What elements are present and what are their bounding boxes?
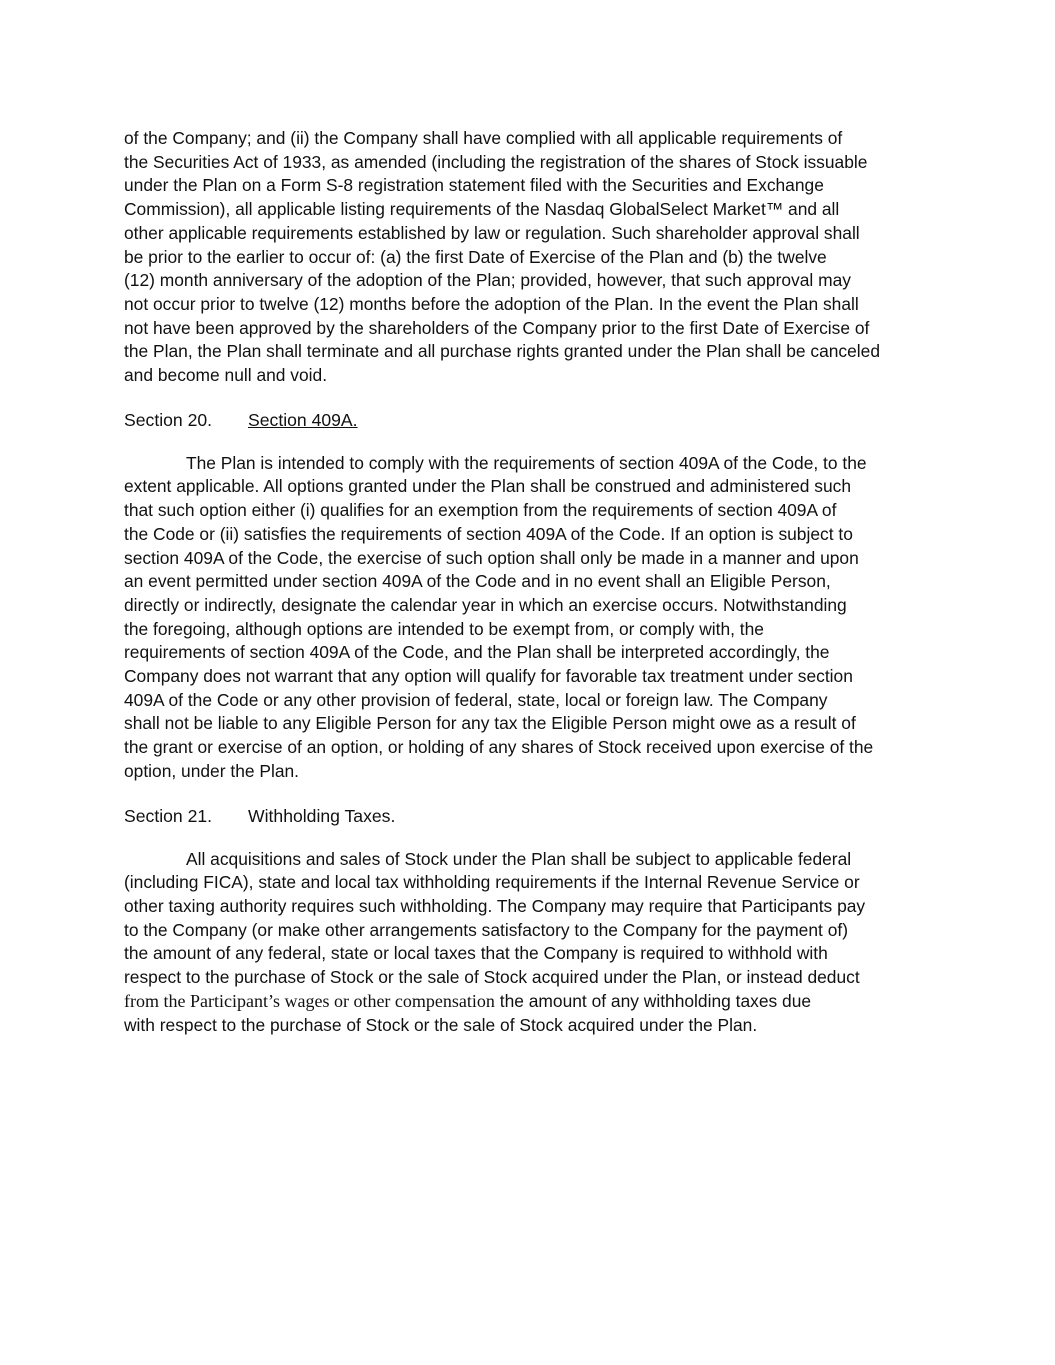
section-20-body (124, 452, 936, 784)
paragraph-line: shall not be liable to any Eligible Person for any tax the Eligible Person might owe as a result of (124, 713, 856, 734)
paragraph-line: under the Plan on a Form S-8 registration statement filed with the Securities and Exchange (124, 175, 824, 196)
section-title: Section 409A. (248, 409, 358, 430)
paragraph-line: an event permitted under section 409A of the Code and in no event shall an Eligible Person, (124, 571, 831, 592)
paragraph-line: to the Company (or make other arrangements satisfactory to the Company for the payment of) (124, 919, 848, 940)
paragraph-line-mixed (124, 990, 936, 1014)
continuation-paragraph (124, 127, 936, 388)
sans-text-run: the amount of any withholding taxes due (494, 990, 812, 1011)
paragraph-line: be prior to the earlier to occur of: (a) the first Date of Exercise of the Plan and (b) the twelve (124, 246, 827, 267)
section-21-body (124, 848, 936, 1038)
paragraph-line: of the Company; and (ii) the Company shall have complied with all applicable requirements of (124, 128, 843, 148)
paragraph-line: extent applicable. All options granted under the Plan shall be construed and administered such (124, 476, 852, 497)
paragraph-line: not occur prior to twelve (12) months before the adoption of the Plan. In the event the Plan shall (124, 293, 859, 314)
section-number: Section 21. (124, 805, 213, 826)
document-page (124, 124, 936, 1037)
paragraph-line: the Plan, the Plan shall terminate and all purchase rights granted under the Plan shall be canceled (124, 341, 881, 362)
paragraph-line: the Securities Act of 1933, as amended (including the registration of the shares of Stock issuable (124, 151, 868, 172)
paragraph-line: option, under the Plan. (124, 760, 300, 781)
paragraph-line: that such option either (i) qualifies for an exemption from the requirements of section 409A of (124, 500, 837, 521)
paragraph-line: respect to the purchase of Stock or the sale of Stock acquired under the Plan, or instead deduct (124, 967, 860, 988)
paragraph-line: other taxing authority requires such withholding. The Company may require that Participants pay (124, 895, 866, 916)
paragraph-line: not have been approved by the shareholders of the Company prior to the first Date of Exercise of (124, 317, 870, 338)
paragraph-line: 409A of the Code or any other provision of federal, state, local or foreign law. The Company (124, 689, 828, 710)
paragraph-line: other applicable requirements established by law or regulation. Such shareholder approval shall (124, 222, 860, 243)
paragraph-line: the grant or exercise of an option, or holding of any shares of Stock received upon exercise of the (124, 737, 874, 758)
paragraph-line: All acquisitions and sales of Stock under the Plan shall be subject to applicable federal (186, 848, 852, 869)
section-title: Withholding Taxes. (248, 805, 396, 826)
section-21-heading (124, 804, 936, 828)
paragraph-line: with respect to the purchase of Stock or the sale of Stock acquired under the Plan. (124, 1014, 758, 1035)
paragraph-line: The Plan is intended to comply with the requirements of section 409A of the Code, to the (186, 452, 867, 473)
paragraph-line: the Code or (ii) satisfies the requirements of section 409A of the Code. If an option is subject to (124, 523, 853, 544)
section-20-heading (124, 408, 936, 432)
paragraph-line: directly or indirectly, designate the calendar year in which an exercise occurs. Notwithstanding (124, 594, 847, 615)
paragraph-line: section 409A of the Code, the exercise of such option shall only be made in a manner and upon (124, 547, 859, 568)
paragraph-line: requirements of section 409A of the Code, and the Plan shall be interpreted accordingly, the (124, 642, 830, 663)
paragraph-line: the amount of any federal, state or local taxes that the Company is required to withhold with (124, 943, 828, 964)
paragraph-line: Commission), all applicable listing requirements of the Nasdaq GlobalSelect Market™ and all (124, 199, 840, 220)
paragraph-line: (including FICA), state and local tax withholding requirements if the Internal Revenue Service or (124, 872, 860, 893)
paragraph-line: the foregoing, although options are intended to be exempt from, or comply with, the (124, 618, 764, 639)
paragraph-line: (12) month anniversary of the adoption of the Plan; provided, however, that such approval may (124, 270, 851, 291)
section-number: Section 20. (124, 409, 213, 430)
serif-text-run: from the Participant’s wages or other compensation (124, 990, 495, 1011)
paragraph-line: Company does not warrant that any option will qualify for favorable tax treatment under section (124, 666, 853, 687)
paragraph-line: and become null and void. (124, 365, 328, 386)
